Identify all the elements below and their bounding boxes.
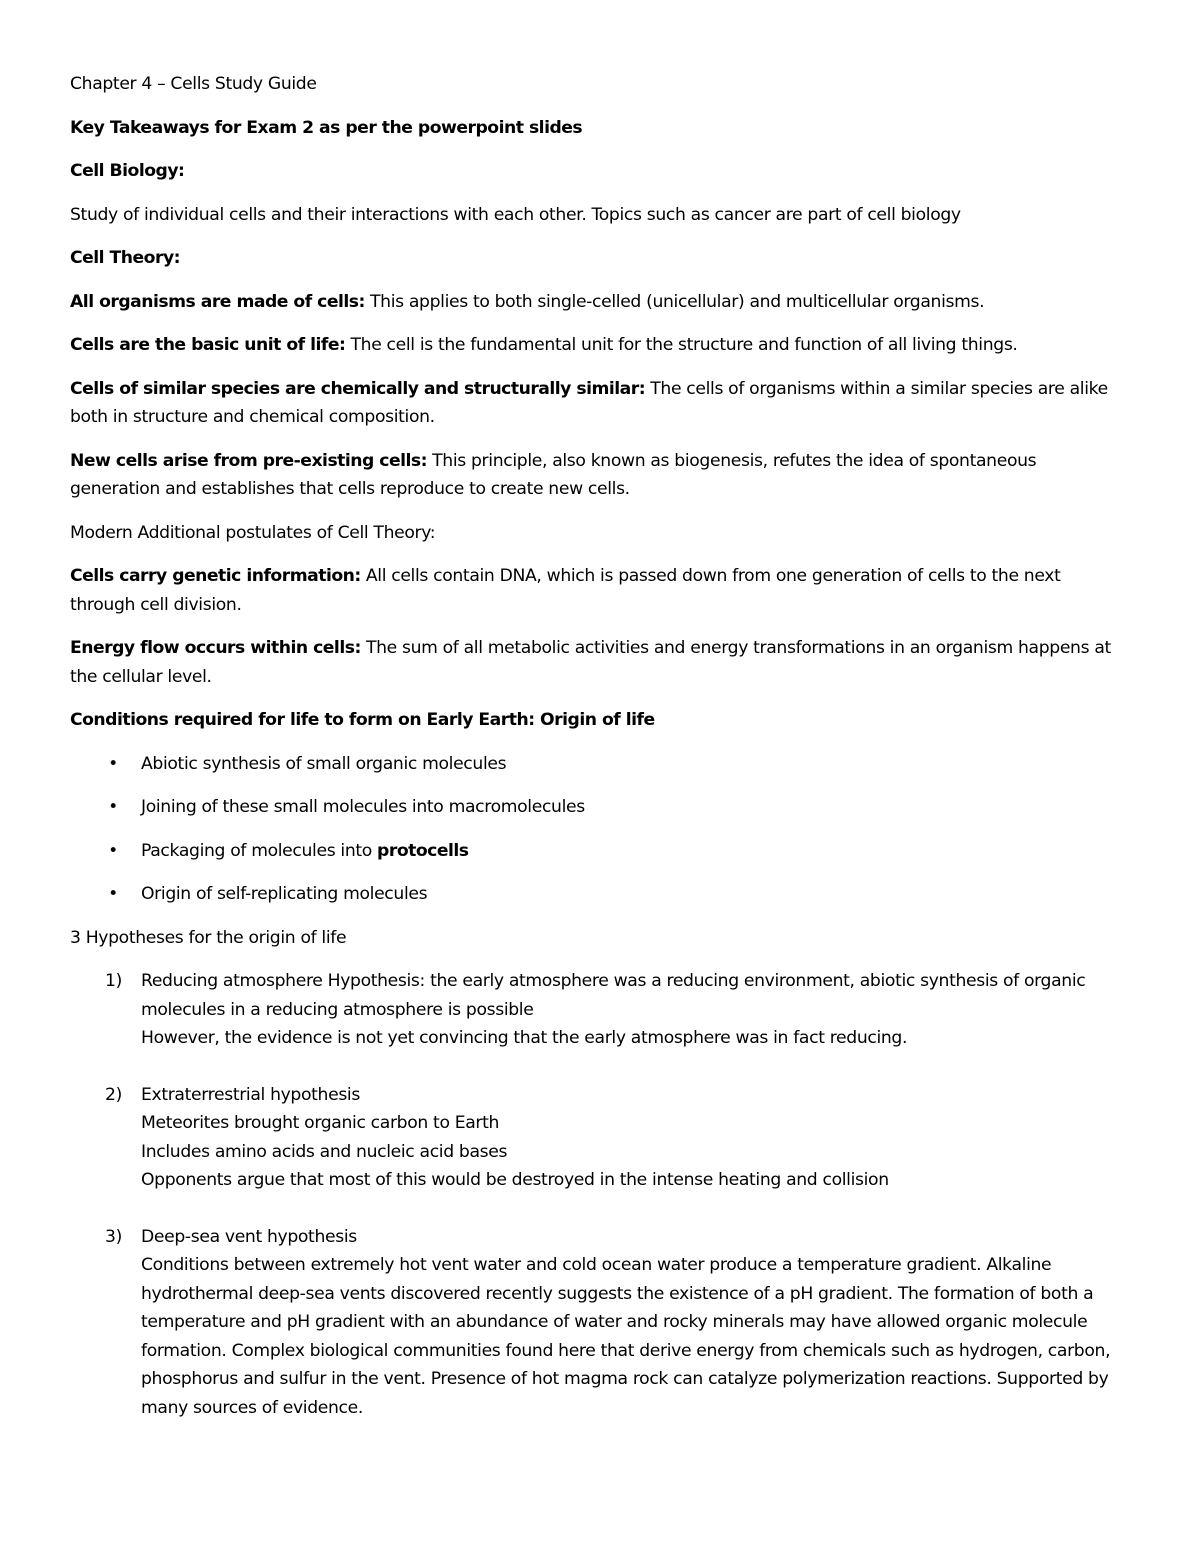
- hypotheses-list: [70, 967, 1130, 1422]
- document-page: [70, 70, 1130, 1450]
- hypothesis-line: Extraterrestrial hypothesis: [141, 1084, 360, 1105]
- list-number: 1): [105, 971, 122, 991]
- key-takeaways-heading: [70, 114, 1130, 143]
- key-takeaways-text: Key Takeaways for Exam 2 as per the powerpoint slides: [70, 117, 583, 138]
- hypothesis-line: Opponents argue that most of this would be destroyed in the intense heating and collision: [141, 1170, 889, 1190]
- postulate-text: This applies to both single-celled (unicellular) and multicellular organisms.: [364, 291, 985, 312]
- bullet-icon: •: [108, 884, 118, 904]
- postulate-text: The sum of all metabolic activities and energy transformations in an organism happens at the cellular level.: [70, 638, 1111, 687]
- list-item-text: Packaging of molecules into: [141, 840, 378, 861]
- postulate-term: All organisms are made of cells:: [70, 291, 365, 312]
- list-number: 3): [105, 1226, 122, 1247]
- postulate-genetic-info: [70, 562, 1130, 619]
- list-item-text: Origin of self-replicating molecules: [141, 884, 428, 904]
- hypothesis-deep-sea-vent: [70, 1223, 1130, 1423]
- cell-biology-heading-text: Cell Biology:: [70, 161, 185, 181]
- origin-conditions-list: [70, 750, 1130, 909]
- list-item: [70, 837, 1130, 866]
- postulate-term: Energy flow occurs within cells:: [70, 638, 361, 658]
- hypotheses-heading: 3 Hypotheses for the origin of life: [70, 927, 347, 948]
- bullet-icon: •: [108, 840, 118, 861]
- bullet-icon: •: [108, 753, 118, 774]
- chapter-title: Chapter 4 – Cells Study Guide: [70, 74, 317, 94]
- cell-theory-heading: [70, 244, 1130, 273]
- postulate-energy-flow: [70, 634, 1130, 691]
- hypothesis-line: Reducing atmosphere Hypothesis: the early atmosphere was a reducing environment, abiotic synthesis of organic molecules in a reducing atmosphere is possible: [141, 971, 1086, 1020]
- postulate-term: Cells are the basic unit of life:: [70, 335, 346, 355]
- origin-heading-text: Conditions required for life to form on Early Earth: Origin of life: [70, 710, 655, 730]
- bullet-icon: •: [108, 797, 118, 817]
- postulate-basic-unit: [70, 331, 1130, 360]
- origin-heading: [70, 706, 1130, 735]
- hypothesis-extraterrestrial: [70, 1081, 1130, 1195]
- postulate-text: All cells contain DNA, which is passed down from one generation of cells to the next through cell division.: [70, 566, 1061, 615]
- cell-biology-text: Study of individual cells and their interactions with each other. Topics such as cancer are part of cell biology: [70, 204, 961, 225]
- list-number: 2): [105, 1084, 122, 1105]
- hypothesis-line: However, the evidence is not yet convincing that the early atmosphere was in fact reducing.: [141, 1028, 908, 1048]
- postulate-text: The cell is the fundamental unit for the structure and function of all living things.: [345, 335, 1018, 355]
- postulate-text: This principle, also known as biogenesis, refutes the idea of spontaneous generation and establishes that cells reproduce to create new cells.: [70, 450, 1037, 499]
- list-item: [70, 750, 1130, 779]
- postulate-all-organisms: [70, 288, 1130, 317]
- hypothesis-line: Meteorites brought organic carbon to Earth: [141, 1113, 500, 1133]
- hypothesis-reducing-atmosphere: [70, 967, 1130, 1053]
- list-item-text: Abiotic synthesis of small organic molecules: [141, 753, 507, 774]
- cell-biology-heading: [70, 157, 1130, 186]
- hypothesis-line: Includes amino acids and nucleic acid bases: [141, 1141, 508, 1162]
- postulate-term: Cells of similar species are chemically and structurally similar:: [70, 378, 646, 399]
- list-item-text: Joining of these small molecules into macromolecules: [141, 797, 585, 817]
- hypothesis-line: Deep-sea vent hypothesis: [141, 1226, 357, 1247]
- list-item: [70, 793, 1130, 822]
- hypothesis-line: Conditions between extremely hot vent water and cold ocean water produce a temperature gradient. Alkaline hydrothermal deep-sea vents discovered recently suggests the existence of a pH gradient. The formation of both a temperature and pH gradient with an abundance of water and rocky minerals may have allowed organic molecule formation. Complex biological communities found here that derive energy from chemicals such as hydrogen, carbon, phosphorus and sulfur in the vent. Presence of hot magma rock can catalyze polymerization reactions. Supported by many sources of evidence.: [141, 1255, 1111, 1418]
- postulate-term: Cells carry genetic information:: [70, 566, 361, 586]
- protocells-term: protocells: [377, 840, 469, 861]
- postulate-term: New cells arise from pre-existing cells:: [70, 450, 428, 471]
- postulate-similar-species: [70, 375, 1130, 432]
- modern-postulates-heading: Modern Additional postulates of Cell Theory:: [70, 522, 436, 543]
- cell-theory-heading-text: Cell Theory:: [70, 248, 181, 268]
- list-item: [70, 880, 1130, 909]
- postulate-new-cells: [70, 447, 1130, 504]
- postulate-text: The cells of organisms within a similar species are alike both in structure and chemical composition.: [70, 378, 1108, 427]
